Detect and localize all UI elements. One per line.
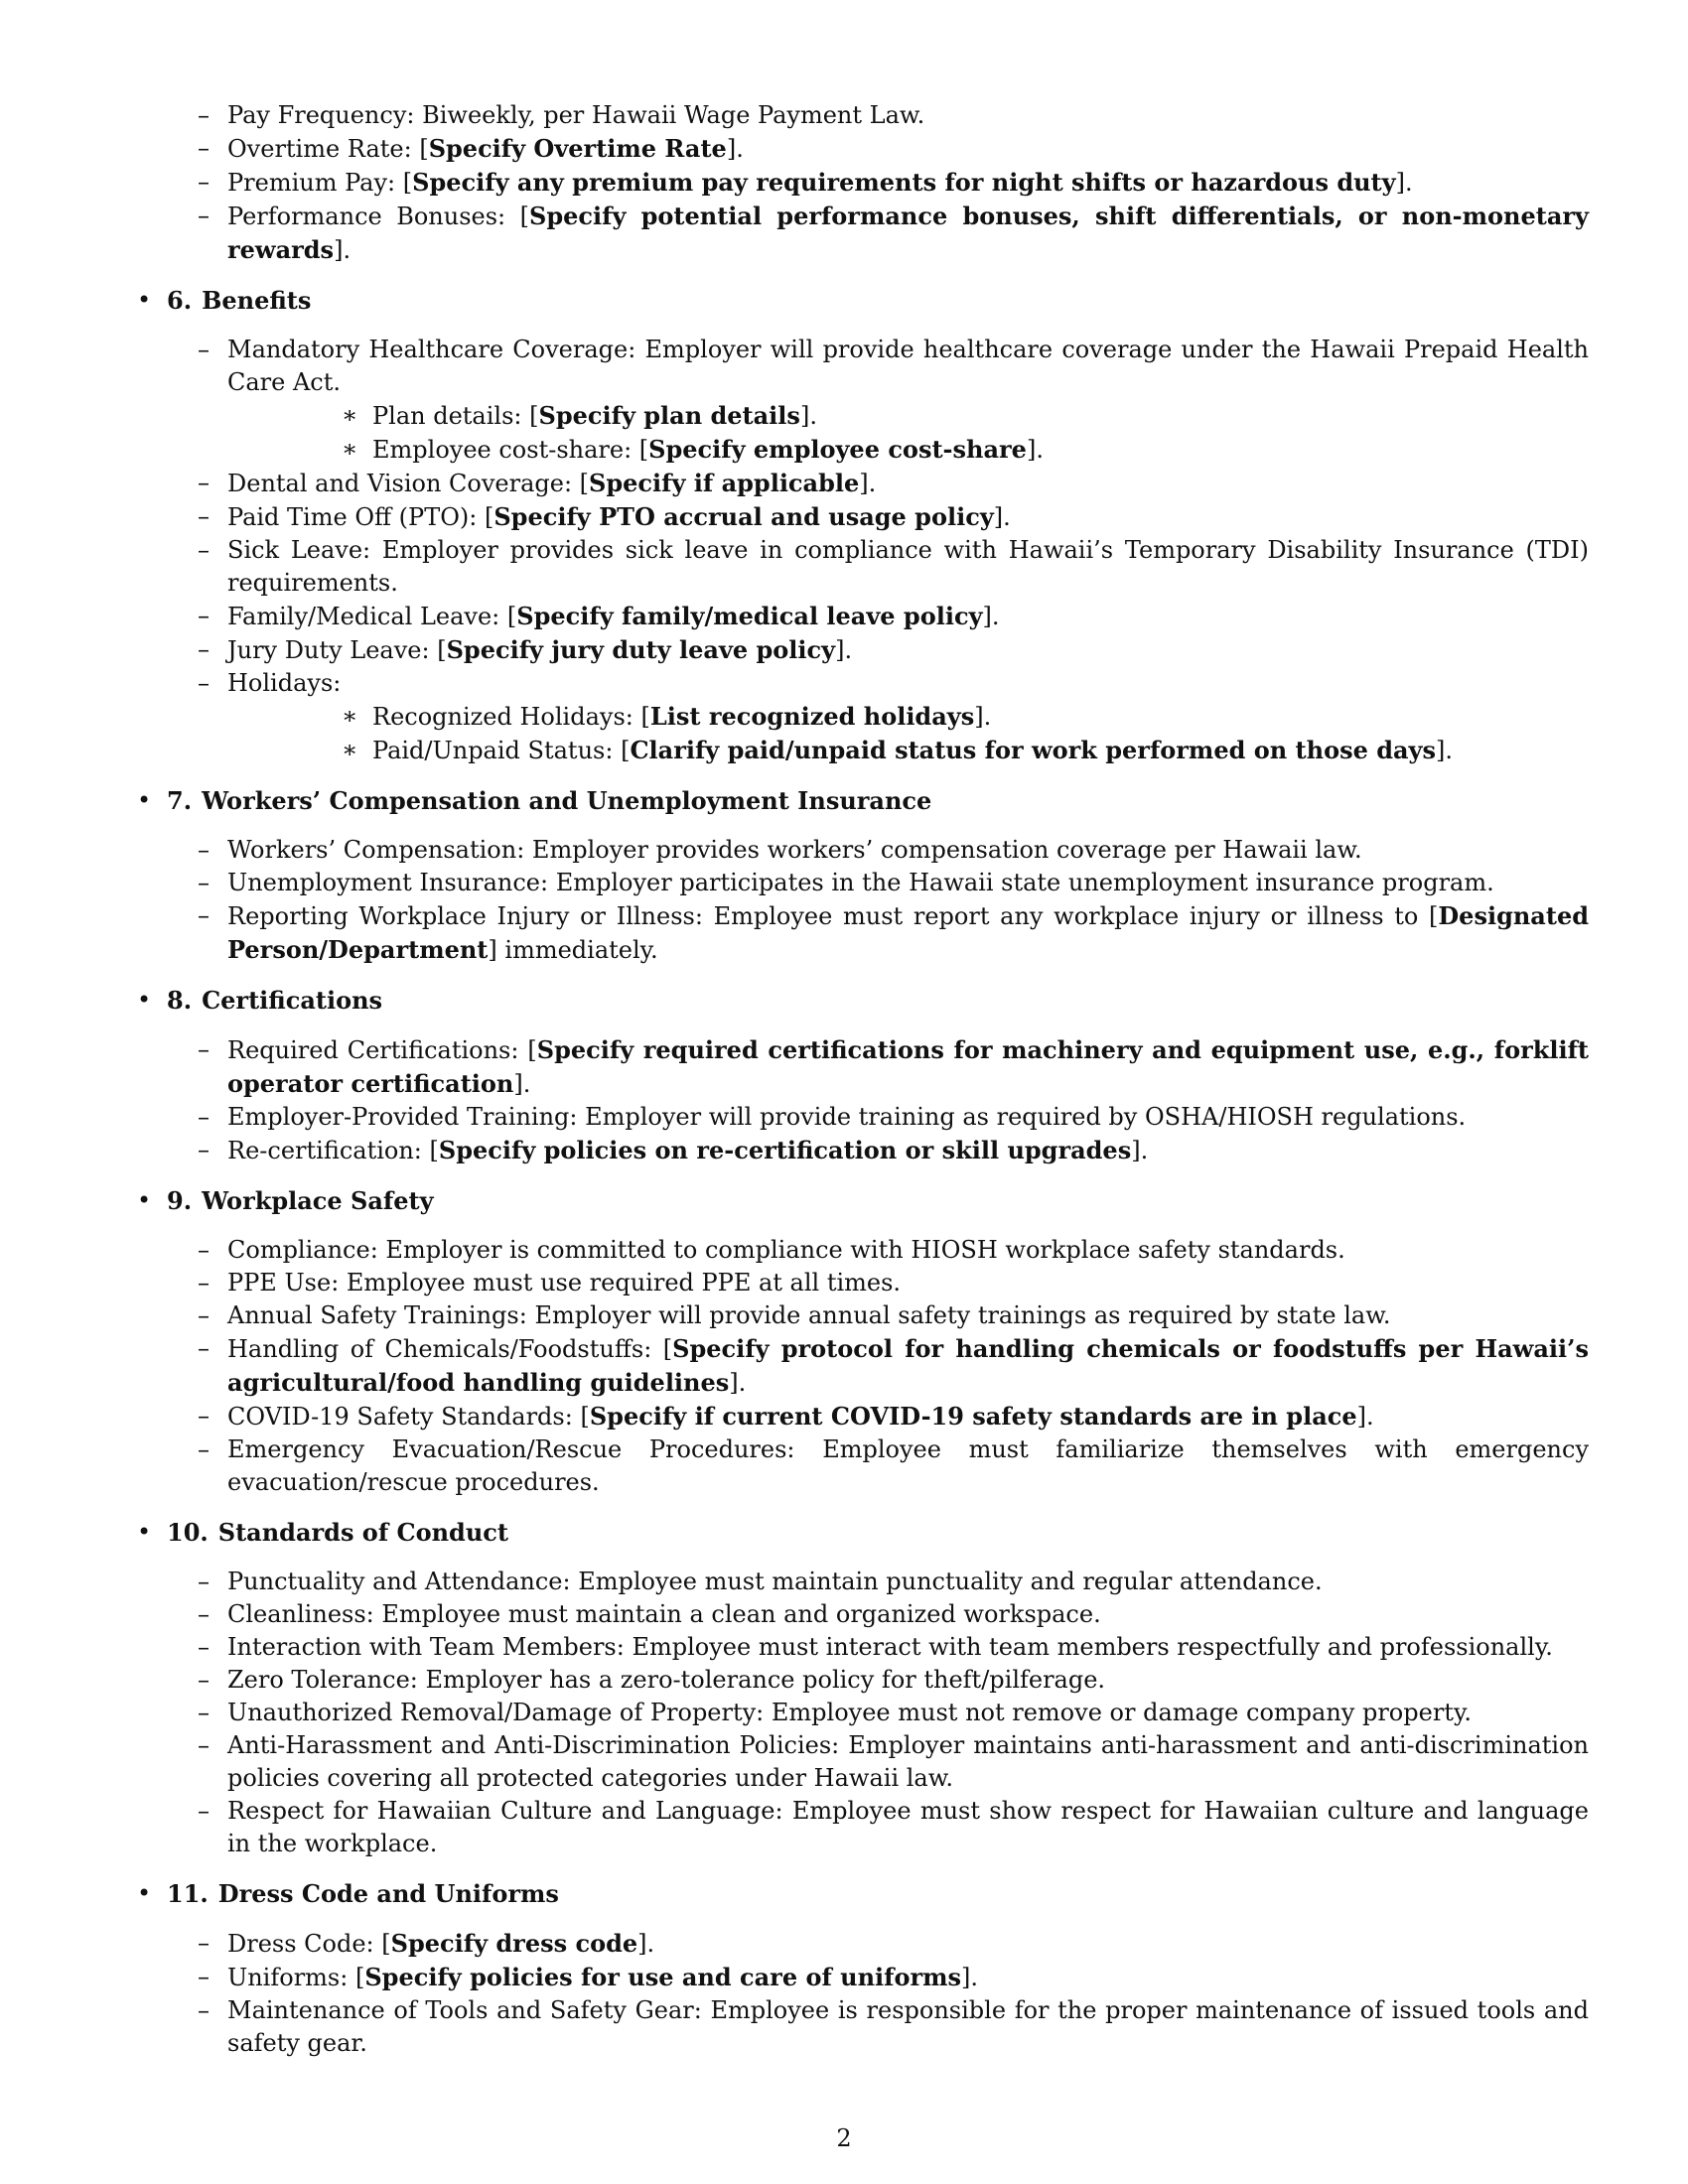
item-text: Employee must interact with team members respectfully and professionally.: [632, 1633, 1553, 1661]
section-list: [135, 1566, 1589, 1860]
placeholder-text: List recognized holidays: [649, 702, 975, 731]
item-suffix: .: [970, 1964, 979, 1991]
section-number: 8.: [167, 986, 193, 1015]
item-label: Paid Time Off (PTO):: [227, 503, 485, 531]
list-item: [135, 1566, 1589, 1598]
item-text: Employee must familiarize themselves with emergency evacuation/rescue procedures.: [227, 1435, 1590, 1496]
list-item: [135, 867, 1589, 899]
item-suffix: .: [736, 135, 744, 163]
item-label: Employee cost-share:: [372, 436, 639, 464]
section: [135, 284, 1589, 767]
section-title: Workplace Safety: [202, 1186, 434, 1215]
sections-container: [135, 284, 1589, 2060]
item-label: Overtime Rate:: [227, 135, 420, 163]
item-text: Employee must not remove or damage company property.: [771, 1699, 1472, 1726]
section-number: 11.: [167, 1879, 209, 1908]
placeholder-text: Clarify paid/unpaid status for work performed on those days: [630, 736, 1437, 764]
list-item: – Premium Pay: [Specify any premium pay requirements for night shifts or hazardous duty].: [135, 166, 1589, 200]
section-title: Benefits: [202, 286, 312, 315]
item-text: Employee must use required PPE at all times.: [346, 1269, 902, 1297]
list-item: [135, 99, 1589, 132]
item-text: Employer has a zero-tolerance policy for theft/pilferage.: [425, 1666, 1106, 1694]
item-text: Employer is committed to compliance with HIOSH workplace safety standards.: [385, 1236, 1345, 1264]
list-item: [135, 667, 1589, 767]
section: [135, 784, 1589, 967]
section-list: [135, 334, 1589, 767]
item-suffix: .: [522, 1070, 531, 1098]
item-text: Employee is responsible for the proper maintenance of issued tools and safety gear.: [227, 1996, 1589, 2057]
section-number: 6.: [167, 286, 193, 315]
list-item: [135, 1598, 1589, 1631]
section-title: Standards of Conduct: [217, 1518, 508, 1547]
item-suffix: .: [844, 636, 853, 664]
list-item: [135, 1101, 1589, 1134]
list-item: [135, 1234, 1589, 1267]
item-label: Employer-Provided Training:: [227, 1103, 586, 1131]
list-item: [135, 1267, 1589, 1299]
item-label: Anti-Harassment and Anti-Discrimination Policies:: [227, 1731, 849, 1759]
list-item: [135, 334, 1589, 467]
section-title: Workers’ Compensation and Unemployment Insurance: [202, 786, 932, 815]
item-label: Compliance:: [227, 1236, 386, 1264]
item-suffix: .: [738, 1369, 747, 1397]
item-suffix: .: [983, 703, 992, 731]
placeholder-text: Specify Overtime Rate: [428, 134, 727, 163]
placeholder-text: Specify policies for use and care of uniforms: [364, 1963, 962, 1991]
list-item: – Family/Medical Leave: [Specify family/medical leave policy].: [135, 600, 1589, 633]
sub-list-item: ∗ Plan details: [Specify plan details].: [227, 399, 1589, 433]
list-item: [135, 1994, 1589, 2060]
section-list: [135, 1033, 1589, 1167]
list-item: [135, 1795, 1589, 1860]
list-item: – Uniforms: [Specify policies for use and care of uniforms].: [135, 1961, 1589, 1994]
list-item: – Jury Duty Leave: [Specify jury duty leave policy].: [135, 633, 1589, 667]
item-label: Mandatory Healthcare Coverage:: [227, 336, 645, 363]
list-item: – Dress Code: [Specify dress code].: [135, 1927, 1589, 1961]
item-text: Employer maintains anti-harassment and anti-discrimination policies covering all protected categories under Hawaii law.: [227, 1731, 1589, 1792]
item-label: Pay Frequency:: [227, 101, 423, 129]
section-number: 7.: [167, 786, 193, 815]
list-item: – COVID-19 Safety Standards: [Specify if current COVID-19 safety standards are in place].: [135, 1400, 1589, 1433]
page-number: 2: [836, 2124, 852, 2152]
item-label: Maintenance of Tools and Safety Gear:: [227, 1996, 711, 2024]
sub-list-item: ∗ Paid/Unpaid Status: [Clarify paid/unpaid status for work performed on those days].: [227, 734, 1589, 767]
item-suffix: .: [809, 402, 817, 430]
item-label: Unemployment Insurance:: [227, 869, 556, 896]
document-content: [135, 99, 1589, 2060]
item-label: Cleanliness:: [227, 1600, 382, 1628]
item-label: PPE Use:: [227, 1269, 347, 1297]
item-text: Biweekly, per Hawaii Wage Payment Law.: [422, 101, 925, 129]
placeholder-text: Specify jury duty leave policy: [446, 635, 836, 664]
section-number: 10.: [167, 1518, 209, 1547]
item-label: Dental and Vision Coverage:: [227, 470, 580, 497]
item-suffix: immediately.: [496, 936, 658, 964]
item-label: Unauthorized Removal/Damage of Property:: [227, 1699, 772, 1726]
item-label: Punctuality and Attendance:: [227, 1568, 579, 1595]
placeholder-text: Designated Person/Department: [227, 901, 1589, 964]
item-suffix: .: [1003, 503, 1011, 531]
item-text: Employee must maintain punctuality and regular attendance.: [578, 1568, 1323, 1595]
item-text: Employer provides workers’ compensation coverage per Hawaii law.: [531, 836, 1362, 864]
sub-list-item: ∗ Recognized Holidays: [List recognized holidays].: [227, 700, 1589, 734]
item-label: Recognized Holidays:: [372, 703, 641, 731]
section-heading: [135, 1184, 1589, 1217]
item-label: Family/Medical Leave:: [227, 603, 507, 630]
item-label: Plan details:: [372, 402, 530, 430]
section-heading: [135, 984, 1589, 1017]
list-item: [135, 534, 1589, 600]
section-list: [135, 1927, 1589, 2060]
section: [135, 1877, 1589, 2060]
section-list: [135, 1234, 1589, 1499]
placeholder-text: Specify dress code: [390, 1929, 638, 1958]
item-suffix: .: [646, 1930, 655, 1958]
list-item: – Re-certification: [Specify policies on re-certification or skill upgrades].: [135, 1134, 1589, 1167]
item-text: Employee must report any workplace injury or illness to: [713, 902, 1429, 930]
item-text: Employer will provide training as required by OSHA/HIOSH regulations.: [585, 1103, 1467, 1131]
item-label: Premium Pay:: [227, 169, 403, 197]
placeholder-text: Specify employee cost-share: [648, 435, 1027, 464]
list-item: [135, 1664, 1589, 1697]
item-label: Respect for Hawaiian Culture and Language:: [227, 1797, 792, 1825]
placeholder-text: Specify any premium pay requirements for night shifts or hazardous duty: [412, 168, 1396, 197]
item-suffix: .: [868, 470, 877, 497]
item-suffix: .: [1445, 737, 1454, 764]
placeholder-text: Specify potential performance bonuses, shift differentials, or non-monetary rewards: [227, 202, 1589, 264]
section-heading: [135, 284, 1589, 317]
list-item: [135, 1697, 1589, 1729]
item-text: Employee must maintain a clean and organized workspace.: [381, 1600, 1101, 1628]
item-label: Sick Leave:: [227, 536, 382, 564]
item-label: Dress Code:: [227, 1930, 382, 1958]
list-item: – Required Certifications: [Specify required certifications for machinery and equipment use, e.g., forklift operator certification].: [135, 1033, 1589, 1101]
placeholder-text: Specify policies on re-certification or skill upgrades: [438, 1136, 1132, 1164]
item-label: Performance Bonuses:: [227, 203, 520, 230]
item-suffix: .: [991, 603, 1000, 630]
item-label: Interaction with Team Members:: [227, 1633, 633, 1661]
item-label: Re-certification:: [227, 1137, 430, 1164]
section-title: Certifications: [202, 986, 383, 1015]
item-text: Employer provides sick leave in compliance with Hawaii’s Temporary Disability Insurance (TDI) requirements.: [227, 536, 1590, 597]
list-item: [135, 1433, 1589, 1499]
item-label: Emergency Evacuation/Rescue Procedures:: [227, 1435, 823, 1463]
item-label: Jury Duty Leave:: [227, 636, 438, 664]
placeholder-text: Specify family/medical leave policy: [516, 602, 983, 630]
list-item: – Reporting Workplace Injury or Illness: Employee must report any workplace injury or illness to [Designated Person/Department] immediately.: [135, 899, 1589, 967]
item-text: Employer participates in the Hawaii state unemployment insurance program.: [555, 869, 1494, 896]
item-text: Employee must show respect for Hawaiian culture and language in the workplace.: [227, 1797, 1589, 1857]
list-item: [135, 1299, 1589, 1332]
item-suffix: .: [1366, 1403, 1374, 1431]
list-item: – Overtime Rate: [Specify Overtime Rate].: [135, 132, 1589, 166]
section-list: [135, 834, 1589, 967]
section-number: 9.: [167, 1186, 193, 1215]
item-label: Annual Safety Trainings:: [227, 1301, 535, 1329]
placeholder-text: Specify if applicable: [589, 469, 860, 497]
section-heading: [135, 1516, 1589, 1549]
item-label: Workers’ Compensation:: [227, 836, 532, 864]
item-text: Employer will provide healthcare coverage under the Hawaii Prepaid Health Care Act.: [227, 336, 1589, 396]
section: [135, 1184, 1589, 1499]
placeholder-text: Specify PTO accrual and usage policy: [493, 502, 994, 531]
item-suffix: .: [343, 236, 352, 264]
list-item: – Performance Bonuses: [Specify potential performance bonuses, shift differentials, or non-monetary rewards].: [135, 200, 1589, 267]
section-title: Dress Code and Uniforms: [217, 1879, 559, 1908]
section: [135, 1516, 1589, 1860]
sub-list-item: ∗ Employee cost-share: [Specify employee cost-share].: [227, 433, 1589, 467]
item-label: Required Certifications:: [227, 1036, 528, 1064]
list-item: – Paid Time Off (PTO): [Specify PTO accrual and usage policy].: [135, 500, 1589, 534]
item-suffix: .: [1140, 1137, 1149, 1164]
list-item: [135, 1631, 1589, 1664]
list-item: – Dental and Vision Coverage: [Specify if applicable].: [135, 467, 1589, 500]
list-item: [135, 1729, 1589, 1795]
section: [135, 984, 1589, 1167]
section-heading: [135, 784, 1589, 817]
placeholder-text: Specify protocol for handling chemicals or foodstuffs per Hawaii’s agricultural/food handling guidelines: [227, 1334, 1589, 1397]
item-label: Holidays:: [227, 669, 342, 697]
list-item: – Handling of Chemicals/Foodstuffs: [Specify protocol for handling chemicals or foodstuffs per Hawaii’s agricultural/food handling guidelines].: [135, 1332, 1589, 1400]
item-label: Paid/Unpaid Status:: [372, 737, 622, 764]
placeholder-text: Specify plan details: [538, 401, 800, 430]
section-heading: [135, 1877, 1589, 1910]
item-text: Employer will provide annual safety trainings as required by state law.: [534, 1301, 1391, 1329]
item-label: Handling of Chemicals/Foodstuffs:: [227, 1335, 663, 1363]
item-suffix: .: [1036, 436, 1044, 464]
item-label: Reporting Workplace Injury or Illness:: [227, 902, 714, 930]
item-suffix: .: [1404, 169, 1413, 197]
list-item: [135, 834, 1589, 867]
placeholder-text: Specify required certifications for machinery and equipment use, e.g., forklift operator certification: [227, 1035, 1590, 1098]
item-label: Zero Tolerance:: [227, 1666, 426, 1694]
item-label: Uniforms:: [227, 1964, 355, 1991]
sub-list: [227, 700, 1589, 767]
compensation-continued-list: [135, 99, 1589, 267]
item-label: COVID-19 Safety Standards:: [227, 1403, 581, 1431]
sub-list: [227, 399, 1589, 467]
placeholder-text: Specify if current COVID-19 safety standards are in place: [589, 1402, 1357, 1431]
